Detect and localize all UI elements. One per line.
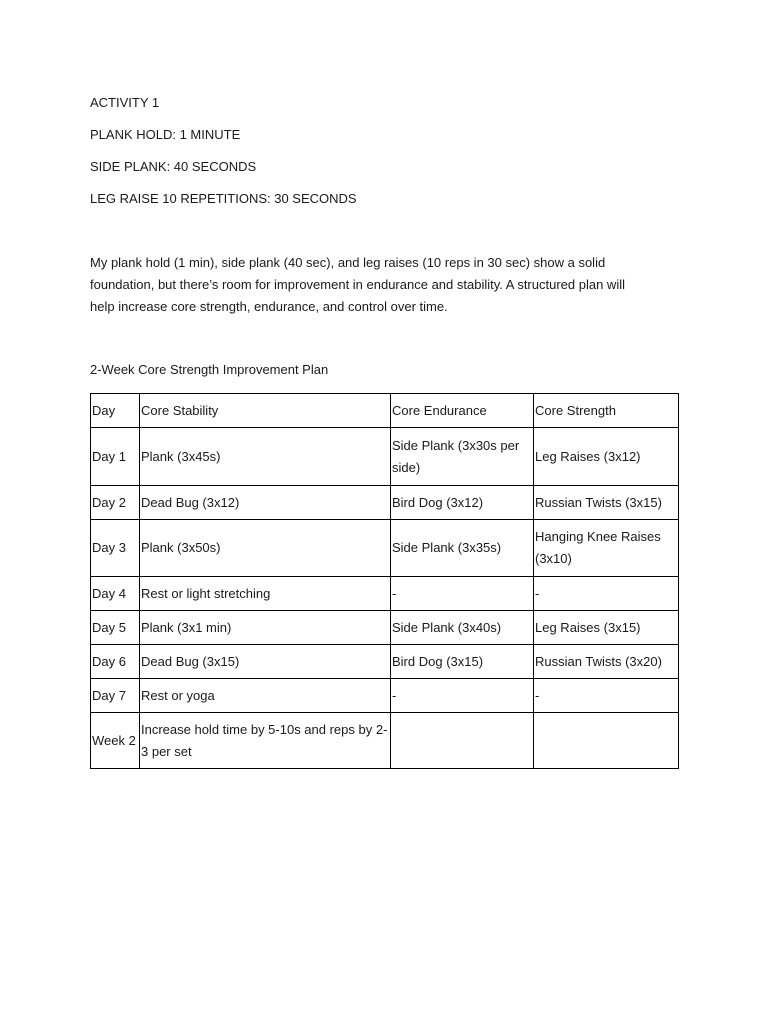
table-row: [91, 679, 679, 713]
table-header-row: [91, 394, 679, 428]
table-row: [91, 611, 679, 645]
cell-core-strength: Leg Raises (3x12): [534, 428, 679, 486]
cell-core-stability: Plank (3x45s): [140, 428, 391, 486]
cell-core-strength: Leg Raises (3x15): [534, 611, 679, 645]
cell-core-stability: Rest or yoga: [140, 679, 391, 713]
summary-line: help increase core strength, endurance, and control over time.: [90, 299, 448, 314]
cell-core-stability: Dead Bug (3x15): [140, 645, 391, 679]
cell-core-strength: -: [534, 577, 679, 611]
cell-core-endurance: Bird Dog (3x12): [391, 486, 534, 520]
cell-core-endurance: Bird Dog (3x15): [391, 645, 534, 679]
cell-day: Day 6: [91, 645, 140, 679]
header-core-strength: Core Strength: [534, 394, 679, 428]
activity-heading: ACTIVITY 1: [90, 95, 160, 110]
cell-core-strength: Hanging Knee Raises (3x10): [534, 520, 679, 577]
cell-day: Day 5: [91, 611, 140, 645]
cell-core-strength: -: [534, 679, 679, 713]
plan-table: [90, 393, 679, 769]
cell-day: Day 2: [91, 486, 140, 520]
cell-core-strength: Russian Twists (3x20): [534, 645, 679, 679]
activity-item-plank-hold: PLANK HOLD: 1 MINUTE: [90, 127, 241, 142]
table-row: [91, 486, 679, 520]
summary-line: My plank hold (1 min), side plank (40 sec), and leg raises (10 reps in 30 sec) show a solid: [90, 255, 606, 270]
table-row: [91, 428, 679, 486]
table-row: [91, 577, 679, 611]
cell-core-endurance: [391, 713, 534, 769]
table-row: [91, 713, 679, 769]
cell-core-stability: Dead Bug (3x12): [140, 486, 391, 520]
cell-core-endurance: Side Plank (3x40s): [391, 611, 534, 645]
cell-core-strength: [534, 713, 679, 769]
summary-line: foundation, but there’s room for improvement in endurance and stability. A structured plan will: [90, 277, 625, 292]
plan-title: 2-Week Core Strength Improvement Plan: [90, 362, 329, 377]
cell-core-endurance: -: [391, 577, 534, 611]
cell-day: Day 4: [91, 577, 140, 611]
cell-core-stability: Increase hold time by 5-10s and reps by 2-3 per set: [140, 713, 391, 769]
cell-core-endurance: -: [391, 679, 534, 713]
cell-core-endurance: Side Plank (3x35s): [391, 520, 534, 577]
header-core-stability: Core Stability: [140, 394, 391, 428]
table-row: [91, 520, 679, 577]
cell-core-stability: Plank (3x1 min): [140, 611, 391, 645]
summary-paragraph: [90, 252, 690, 318]
header-day: Day: [91, 394, 140, 428]
cell-core-stability: Rest or light stretching: [140, 577, 391, 611]
activity-item-leg-raise: LEG RAISE 10 REPETITIONS: 30 SECONDS: [90, 191, 357, 206]
cell-day: Day 1: [91, 428, 140, 486]
cell-day: Week 2: [91, 713, 140, 769]
cell-core-strength: Russian Twists (3x15): [534, 486, 679, 520]
header-core-endurance: Core Endurance: [391, 394, 534, 428]
cell-day: Day 7: [91, 679, 140, 713]
activity-item-side-plank: SIDE PLANK: 40 SECONDS: [90, 159, 257, 174]
table-row: [91, 645, 679, 679]
cell-core-endurance: Side Plank (3x30s per side): [391, 428, 534, 486]
cell-day: Day 3: [91, 520, 140, 577]
cell-core-stability: Plank (3x50s): [140, 520, 391, 577]
